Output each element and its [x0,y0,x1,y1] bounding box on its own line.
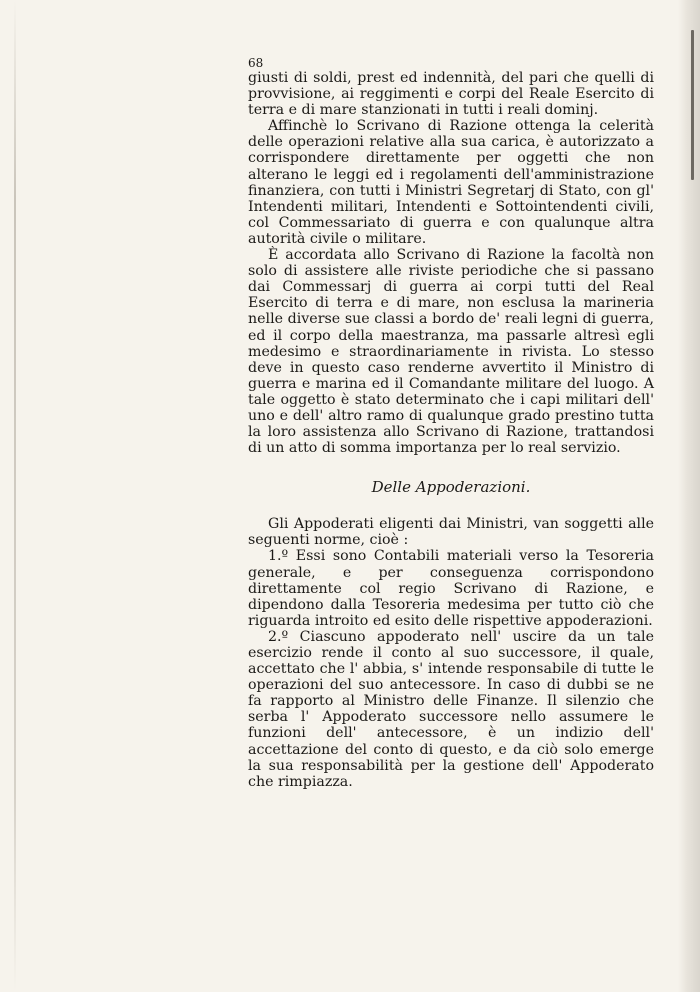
paragraph-norma-1: 1.º Essi sono Contabili materiali verso la Tesoreria generale, e per conseguenza corrispondono direttamente col regio Scrivano di Razione, e dipendono dalla Tesoreria medesima per tutto ciò che riguarda introito ed esito delle rispettive appoderazioni. [248,548,654,629]
paragraph-riviste: È accordata allo Scrivano di Razione la facoltà non solo di assistere alle riviste periodiche che si passano dai Commessarj di guerra ai corpi tutti del Real Esercito di terra e di mare, non esclusa la marineria nelle diverse sue classi a bordo de' reali legni di guerra, ed il corpo della maestranza, ma passarle altresì egli medesimo e straordinariamente in rivista. Lo stesso deve in questo caso renderne avvertito il Ministro di guerra e marina ed il Comandante militare del luogo. A tale oggetto è stato determinato che i capi militari dell' uno e dell' altro ramo di qualunque grado prestino tutta la loro assistenza allo Scrivano di Razione, trattandosi di un atto di somma importanza per lo real servizio. [248,247,654,457]
paragraph-norma-2: 2.º Ciascuno appoderato nell' uscire da un tale esercizio rende il conto al suo successore, il quale, accettato che l' abbia, s' intende responsabile di tutte le operazioni del suo antecessore. In caso di dubbi se ne fa rapporto al Ministro delle Finanze. Il silenzio che serba l' Appoderato successore nello assumere le funzioni dell' antecessore, è un indizio dell' accettazione del conto di questo, e da ciò solo emerge la sua responsabilità per la gestione dell' Appoderato che rimpiazza. [248,628,654,790]
page-right-edge [678,0,700,992]
paragraph-continuation: giusti di soldi, prest ed indennità, del pari che quelli di provvisione, ai reggimenti e corpi del Reale Esercito di terra e di mare stanzionati in tutti i reali dominj. [248,70,654,119]
paragraph-norme-intro: Gli Appoderati eligenti dai Ministri, van soggetti alle seguenti norme, cioè : [248,516,654,549]
document-page [248,56,654,790]
section-heading: Delle Appoderazioni. [371,478,531,497]
page-number: 68 [248,56,264,70]
paragraph-celerita: Affinchè lo Scrivano di Razione ottenga la celerità delle operazioni relative alla sua carica, è autorizzato a corrispondere direttamente per oggetti che non alterano le leggi ed i regolamenti dell'amministrazione finanziera, con tutti i Ministri Segretarj di Stato, con gl' Intendenti militari, Intendenti e Sottointendenti civili, col Commessariato di guerra e con qualunque altra autorità civile o militare. [248,118,654,247]
binding-mark [691,30,694,180]
page-left-edge [14,0,16,992]
